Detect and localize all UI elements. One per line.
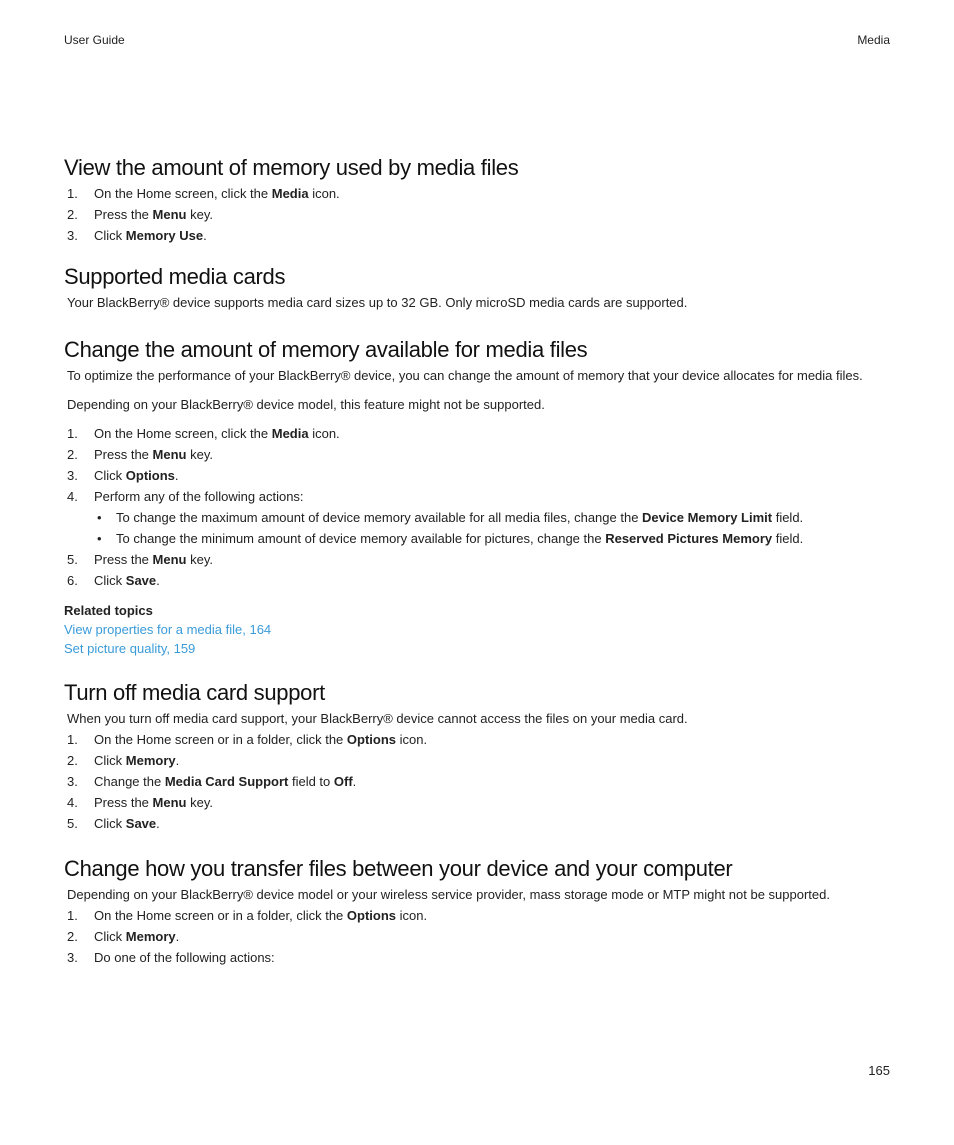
list-item: 3. Change the Media Card Support field to Off. bbox=[67, 774, 357, 789]
running-header-left: User Guide bbox=[64, 33, 125, 47]
list-item: 1. On the Home screen, click the Media icon. bbox=[67, 426, 340, 441]
list-item: 2. Click Memory. bbox=[67, 753, 180, 768]
section-title: Turn off media card support bbox=[64, 680, 325, 705]
running-header-right: Media bbox=[857, 33, 890, 47]
bullet-icon: • bbox=[97, 531, 102, 546]
list-item: 3. Click Memory Use. bbox=[67, 228, 207, 243]
list-item: 3. Click Options. bbox=[67, 468, 179, 483]
list-item: 4. Press the Menu key. bbox=[67, 795, 213, 810]
section-view-memory bbox=[64, 153, 890, 246]
section-change-memory bbox=[64, 335, 890, 658]
paragraph: Depending on your BlackBerry® device model or your wireless service provider, mass storage mode or MTP might not be supported. bbox=[67, 887, 830, 902]
list-item: 5. Click Save. bbox=[67, 816, 160, 831]
paragraph: To optimize the performance of your BlackBerry® device, you can change the amount of memory that your device allocates for media files. bbox=[67, 368, 863, 383]
related-link-picture-quality[interactable]: Set picture quality, 159 bbox=[64, 641, 196, 656]
steps-list bbox=[64, 729, 890, 834]
section-title: View the amount of memory used by media files bbox=[64, 155, 519, 180]
page-content bbox=[64, 153, 890, 984]
paragraph: Depending on your BlackBerry® device model, this feature might not be supported. bbox=[67, 397, 545, 412]
steps-list bbox=[64, 549, 890, 591]
list-item: 2. Click Memory. bbox=[67, 929, 180, 944]
section-title: Supported media cards bbox=[64, 264, 286, 289]
related-topics bbox=[64, 601, 890, 658]
page-number: 165 bbox=[868, 1063, 890, 1078]
section-supported-cards bbox=[64, 262, 890, 313]
bullet-item: • To change the minimum amount of device memory available for pictures, change the Reserved Pictures Memory field. bbox=[64, 528, 890, 549]
paragraph: When you turn off media card support, your BlackBerry® device cannot access the files on your media card. bbox=[67, 711, 688, 726]
steps-list bbox=[64, 423, 890, 507]
section-title: Change the amount of memory available for media files bbox=[64, 337, 588, 362]
list-item: 1. On the Home screen or in a folder, click the Options icon. bbox=[67, 908, 428, 923]
steps-list bbox=[64, 183, 890, 246]
related-topics-title: Related topics bbox=[64, 603, 153, 618]
list-item: 1. On the Home screen, click the Media icon. bbox=[67, 186, 340, 201]
action-bullets bbox=[64, 507, 890, 549]
section-transfer-files bbox=[64, 854, 890, 968]
list-item: 5. Press the Menu key. bbox=[67, 552, 213, 567]
bullet-item: • To change the maximum amount of device memory available for all media files, change the Device Memory Limit field. bbox=[64, 507, 890, 528]
list-item: 1. On the Home screen or in a folder, click the Options icon. bbox=[67, 732, 428, 747]
paragraph: Your BlackBerry® device supports media card sizes up to 32 GB. Only microSD media cards are supported. bbox=[67, 295, 688, 310]
related-link-view-properties[interactable]: View properties for a media file, 164 bbox=[64, 622, 272, 637]
list-item: 3. Do one of the following actions: bbox=[67, 950, 275, 965]
steps-list bbox=[64, 905, 890, 968]
list-item: 2. Press the Menu key. bbox=[67, 207, 213, 222]
bullet-icon: • bbox=[97, 510, 102, 525]
section-title: Change how you transfer files between your device and your computer bbox=[64, 856, 733, 881]
list-item: 2. Press the Menu key. bbox=[67, 447, 213, 462]
section-turn-off-card bbox=[64, 678, 890, 834]
list-item: 6. Click Save. bbox=[67, 573, 160, 588]
list-item: 4. Perform any of the following actions: bbox=[67, 489, 304, 504]
